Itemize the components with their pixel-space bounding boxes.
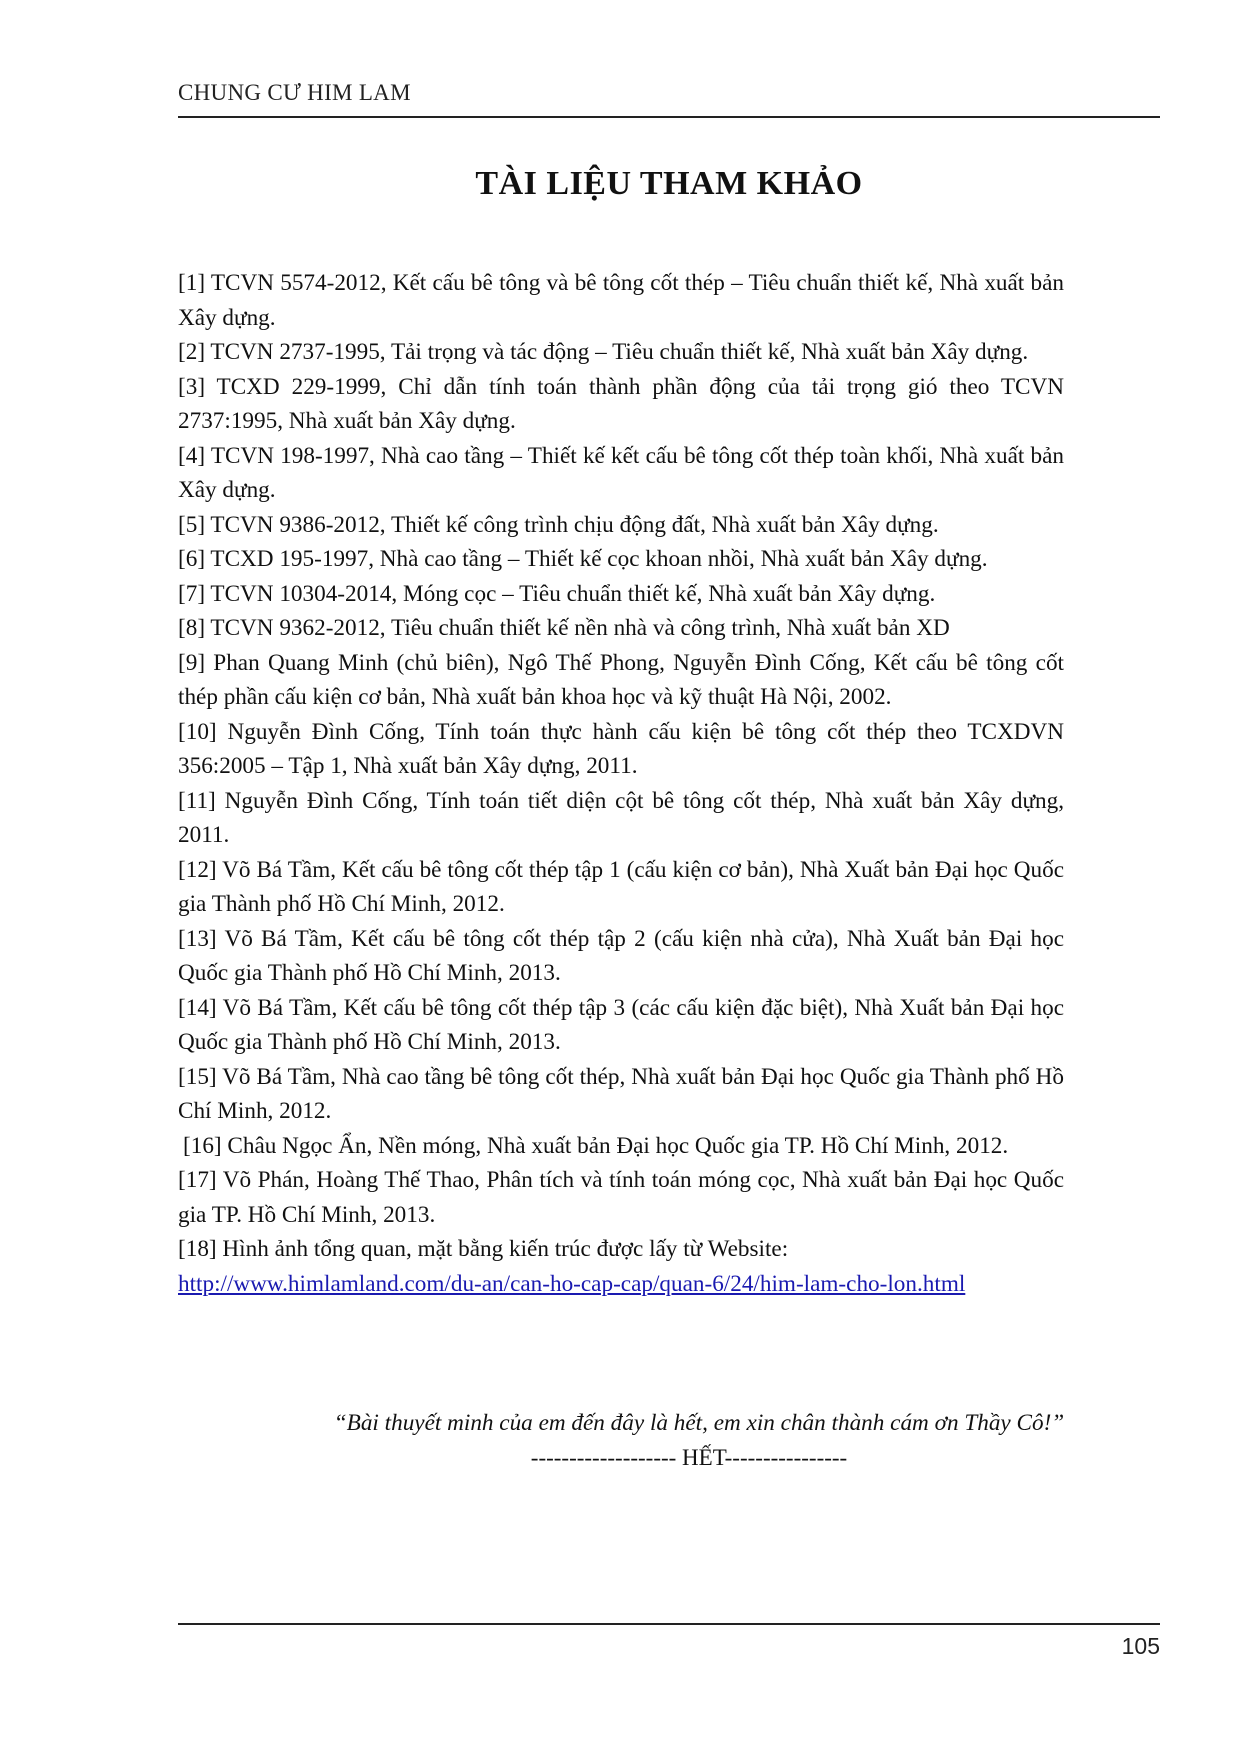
running-header-title: CHUNG CƯ HIM LAM <box>178 80 411 105</box>
website-link[interactable]: http://www.himlamland.com/du-an/can-ho-cap-cap/quan-6/24/him-lam-cho-lon.html <box>178 1270 966 1297</box>
closing-quote: “Bài thuyết minh của em đến đây là hết, em xin chân thành cám ơn Thầy Cô!” <box>333 1410 1065 1436</box>
reference-item: [6] TCXD 195-1997, Nhà cao tầng – Thiết kế cọc khoan nhồi, Nhà xuất bản Xây dựng. <box>178 546 988 572</box>
reference-item: [18] Hình ảnh tổng quan, mặt bằng kiến trúc được lấy từ Website: <box>178 1236 789 1262</box>
reference-item: [4] TCVN 198-1997, Nhà cao tầng – Thiết kế kết cấu bê tông cốt thép toàn khối, Nhà xuất bản Xây dựng. <box>178 442 1064 503</box>
reference-item: [11] Nguyễn Đình Cống, Tính toán tiết diện cột bê tông cốt thép, Nhà xuất bản Xây dựng, 2011. <box>178 787 1064 848</box>
reference-item: [8] TCVN 9362-2012, Tiêu chuẩn thiết kế nền nhà và công trình, Nhà xuất bản XD <box>178 615 950 641</box>
reference-item: [5] TCVN 9386-2012, Thiết kế công trình chịu động đất, Nhà xuất bản Xây dựng. <box>178 511 939 538</box>
reference-item: [16] Châu Ngọc Ẩn, Nền móng, Nhà xuất bản Đại học Quốc gia TP. Hồ Chí Minh, 2012. <box>183 1132 1009 1159</box>
reference-item: [17] Võ Phán, Hoàng Thế Thao, Phân tích và tính toán móng cọc, Nhà xuất bản Đại học Quốc gia TP. Hồ Chí Minh, 2013. <box>178 1167 1064 1228</box>
reference-item: [2] TCVN 2737-1995, Tải trọng và tác động – Tiêu chuẩn thiết kế, Nhà xuất bản Xây dựng. <box>178 339 1029 365</box>
page-title: TÀI LIỆU THAM KHẢO <box>475 165 863 202</box>
reference-list <box>178 266 1064 1301</box>
reference-item: [1] TCVN 5574-2012, Kết cấu bê tông và bê tông cốt thép – Tiêu chuẩn thiết kế, Nhà xuất bản Xây dựng. <box>178 270 1064 331</box>
reference-item: [7] TCVN 10304-2014, Móng cọc – Tiêu chuẩn thiết kế, Nhà xuất bản Xây dựng. <box>178 580 936 607</box>
page-number: 105 <box>1121 1633 1160 1659</box>
reference-item: [12] Võ Bá Tầm, Kết cấu bê tông cốt thép tập 1 (cấu kiện cơ bản), Nhà Xuất bản Đại học Quốc gia Thành phố Hồ Chí Minh, 2012. <box>178 856 1064 917</box>
reference-item: [15] Võ Bá Tầm, Nhà cao tầng bê tông cốt thép, Nhà xuất bản Đại học Quốc gia Thành phố Hồ Chí Minh, 2012. <box>178 1063 1064 1124</box>
end-marker: ------------------- HẾT---------------- <box>530 1445 848 1470</box>
page-footer <box>178 1623 1160 1659</box>
reference-item: [13] Võ Bá Tầm, Kết cấu bê tông cốt thép tập 2 (cấu kiện nhà cửa), Nhà Xuất bản Đại học Quốc gia Thành phố Hồ Chí Minh, 2013. <box>178 925 1064 986</box>
reference-website-line <box>178 1267 1064 1302</box>
reference-item: [14] Võ Bá Tầm, Kết cấu bê tông cốt thép tập 3 (các cấu kiện đặc biệt), Nhà Xuất bản Đại học Quốc gia Thành phố Hồ Chí Minh, 2013. <box>178 994 1064 1055</box>
reference-item: [9] Phan Quang Minh (chủ biên), Ngô Thế Phong, Nguyễn Đình Cống, Kết cấu bê tông cốt thép phần cấu kiện cơ bản, Nhà xuất bản khoa học và kỹ thuật Hà Nội, 2002. <box>178 649 1064 710</box>
page-header <box>178 80 1160 118</box>
reference-item: [10] Nguyễn Đình Cống, Tính toán thực hành cấu kiện bê tông cốt thép theo TCXDVN 356:2005 – Tập 1, Nhà xuất bản Xây dựng, 2011. <box>178 718 1064 779</box>
reference-item: [3] TCXD 229-1999, Chỉ dẫn tính toán thành phần động của tải trọng gió theo TCVN 2737:1995, Nhà xuất bản Xây dựng. <box>178 373 1064 434</box>
